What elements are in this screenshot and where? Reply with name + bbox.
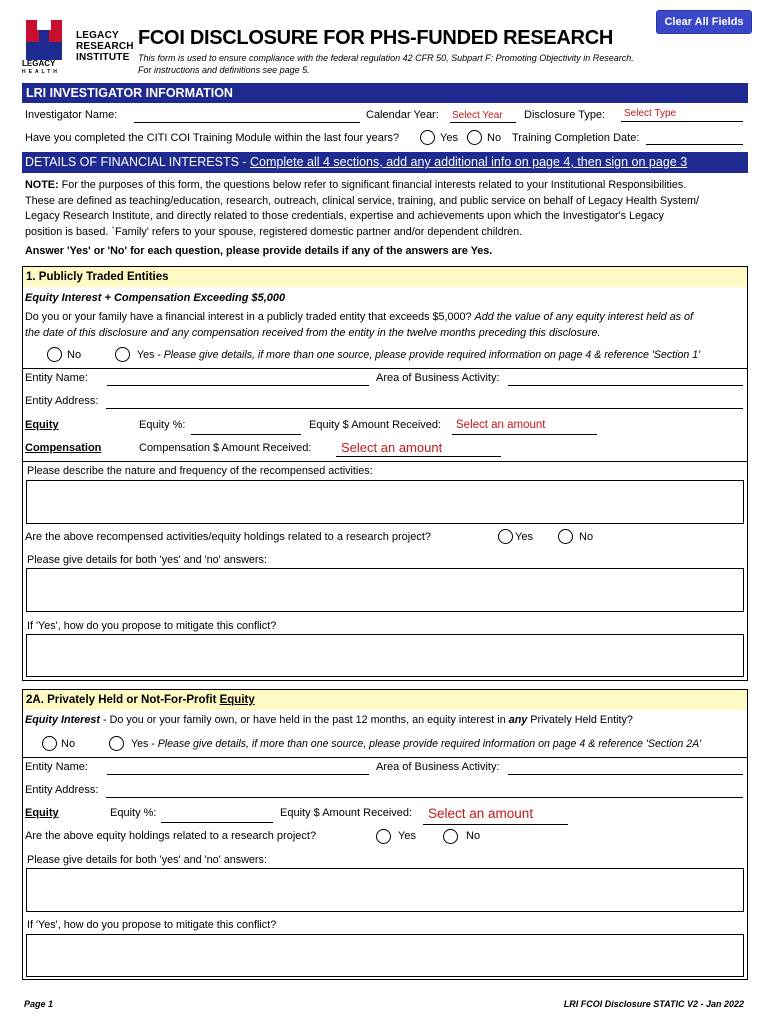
section-1-entity-name-label: Entity Name: bbox=[25, 372, 88, 384]
section-2a-entity-address-label: Entity Address: bbox=[25, 784, 99, 796]
section-2a-no-radio[interactable] bbox=[42, 736, 57, 751]
section-2a-details-label: Please give details for both 'yes' and 'no' answers: bbox=[27, 854, 267, 866]
calendar-year-value: Select Year bbox=[452, 110, 503, 121]
section-1-entity-name-input[interactable] bbox=[107, 372, 369, 386]
section-1-yes-radio[interactable] bbox=[115, 347, 130, 362]
investigator-name-input[interactable] bbox=[134, 109, 360, 123]
section-2a-related-yes-label: Yes bbox=[398, 830, 416, 842]
section-1-subheading: Equity Interest + Compensation Exceeding $5,000 bbox=[25, 292, 286, 304]
section-1-mitigate-textarea[interactable] bbox=[26, 634, 744, 677]
section-2a-entity-address-input[interactable] bbox=[106, 784, 743, 798]
section-2a-equity-amount-label: Equity $ Amount Received: bbox=[280, 807, 413, 819]
section-1-question: Do you or your family have a financial interest in a publicly traded entity that exceeds $5,000? Add the value of any equity interest held as of the date of this disclosure and any compensation received from the entity in the twelve months preceding this disclosure. bbox=[25, 311, 694, 339]
section-2a-no-label: No bbox=[61, 738, 76, 750]
section-2a-details-textarea[interactable] bbox=[26, 868, 744, 912]
section-2a-related-question: Are the above equity holdings related to a research project? bbox=[25, 830, 317, 842]
section-2a-mitigate-label: If 'Yes', how do you propose to mitigate this conflict? bbox=[27, 919, 277, 931]
section-1-entity-address-input[interactable] bbox=[106, 395, 743, 409]
section-2a-area-input[interactable] bbox=[508, 761, 743, 775]
logo-subtext: LEGACY HEALTH bbox=[22, 59, 60, 75]
section-1-comp-amount-value: Select an amount bbox=[341, 440, 443, 455]
investigator-section-bar: LRI INVESTIGATOR INFORMATION bbox=[22, 83, 748, 103]
citi-question: Have you completed the CITI COI Training Module within the last four years? bbox=[25, 132, 400, 144]
logo-wordmark: LEGACY RESEARCH INSTITUTE bbox=[76, 30, 134, 63]
section-1-related-no-label: No bbox=[579, 531, 594, 543]
section-2a-equity-pct-label: Equity %: bbox=[110, 807, 157, 819]
citi-no-label: No bbox=[487, 132, 502, 144]
section-2a-equity-amount-value: Select an amount bbox=[428, 806, 534, 821]
section-2a-heading: 2A. Privately Held or Not-For-Profit Equity bbox=[23, 690, 747, 710]
section-1-mitigate-label: If 'Yes', how do you propose to mitigate this conflict? bbox=[27, 620, 277, 632]
section-1-area-label: Area of Business Activity: bbox=[376, 372, 500, 384]
clear-all-fields-button[interactable]: Clear All Fields bbox=[656, 10, 752, 34]
section-2a-yes-radio[interactable] bbox=[109, 736, 124, 751]
section-1-compensation-label: Compensation bbox=[25, 442, 102, 454]
section-1-equity-amount-label: Equity $ Amount Received: bbox=[309, 419, 442, 431]
section-2a-related-yes-radio[interactable] bbox=[376, 829, 391, 844]
section-2a-entity-name-label: Entity Name: bbox=[25, 761, 88, 773]
training-date-label: Training Completion Date: bbox=[512, 132, 640, 144]
note-paragraph: NOTE: For the purposes of this form, the questions below refer to significant financial interests related to your Institutional Responsibilities. These are defined as teaching/education, research, outreach, clinical service, training, and public service on behalf of Legacy Health System/ Legacy Research Institute, and directly related to those credentials, expertise and achievements upon which the Investigator's Legacy position is based. `Family' refers to your spouse, registered domestic partner and/or dependent children. bbox=[25, 179, 699, 238]
form-version: LRI FCOI Disclosure STATIC V2 - Jan 2022 bbox=[563, 999, 744, 1009]
page-subtitle: This form is used to ensure compliance with the federal regulation 42 CFR 50, Subpart F: Promoting Objectivity in Research. For instructions and definitions see page 5. bbox=[138, 53, 634, 75]
section-2a-mitigate-textarea[interactable] bbox=[26, 934, 744, 977]
section-1-details-label: Please give details for both 'yes' and 'no' answers: bbox=[27, 554, 267, 566]
section-1-related-yes-label: Yes bbox=[515, 531, 533, 543]
section-1-heading: 1. Publicly Traded Entities bbox=[23, 267, 747, 287]
disclosure-type-value: Select Type bbox=[624, 108, 677, 119]
divider bbox=[22, 461, 748, 462]
section-1-no-radio[interactable] bbox=[47, 347, 62, 362]
section-1-equity-pct-input[interactable] bbox=[191, 421, 301, 435]
citi-yes-radio[interactable] bbox=[420, 130, 435, 145]
section-2a-question: Equity Interest - Do you or your family own, or have held in the past 12 months, an equity interest in any Privately Held Entity? bbox=[25, 714, 633, 726]
citi-yes-label: Yes bbox=[440, 132, 458, 144]
section-2a-equity-pct-input[interactable] bbox=[161, 809, 273, 823]
section-1-describe-label: Please describe the nature and frequency of the recompensed activities: bbox=[27, 465, 373, 477]
disclosure-type-label: Disclosure Type: bbox=[524, 109, 606, 121]
section-1-describe-textarea[interactable] bbox=[26, 480, 744, 524]
section-1-related-no-radio[interactable] bbox=[558, 529, 573, 544]
section-1-yes-label: Yes - Please give details, if more than one source, please provide required information on page 4 & reference 'Section 1' bbox=[137, 349, 701, 361]
page-number: Page 1 bbox=[24, 999, 54, 1009]
divider bbox=[22, 368, 748, 369]
divider bbox=[22, 757, 748, 758]
page-title: FCOI DISCLOSURE FOR PHS-FUNDED RESEARCH bbox=[138, 27, 613, 49]
investigator-name-label: Investigator Name: bbox=[25, 109, 118, 121]
section-1-equity-label: Equity bbox=[25, 419, 59, 431]
section-1-no-label: No bbox=[67, 349, 82, 361]
section-2a-related-no-label: No bbox=[466, 830, 481, 842]
section-2a-entity-name-input[interactable] bbox=[107, 761, 369, 775]
section-1-related-yes-radio[interactable] bbox=[498, 529, 513, 544]
section-1-equity-pct-label: Equity %: bbox=[139, 419, 186, 431]
section-2a-equity-label: Equity bbox=[25, 807, 59, 819]
answer-instruction: Answer 'Yes' or 'No' for each question, please provide details if any of the answers are Yes. bbox=[25, 245, 493, 257]
section-1-entity-address-label: Entity Address: bbox=[25, 395, 99, 407]
citi-no-radio[interactable] bbox=[467, 130, 482, 145]
section-1-details-textarea[interactable] bbox=[26, 568, 744, 612]
section-2a-yes-label: Yes - Please give details, if more than one source, please provide required information on page 4 & reference 'Section 2A' bbox=[131, 738, 702, 750]
section-1-equity-amount-value: Select an amount bbox=[456, 419, 546, 431]
section-2a-area-label: Area of Business Activity: bbox=[376, 761, 500, 773]
section-1-related-question: Are the above recompensed activities/equity holdings related to a research project? bbox=[25, 531, 432, 543]
details-section-bar: DETAILS OF FINANCIAL INTERESTS - Complete all 4 sections, add any additional info on page 4, then sign on page 3 bbox=[22, 152, 748, 173]
section-2a-related-no-radio[interactable] bbox=[443, 829, 458, 844]
section-1-area-input[interactable] bbox=[508, 372, 743, 386]
calendar-year-label: Calendar Year: bbox=[366, 109, 439, 121]
training-date-input[interactable] bbox=[646, 131, 743, 145]
section-1-comp-amount-label: Compensation $ Amount Received: bbox=[139, 442, 312, 454]
